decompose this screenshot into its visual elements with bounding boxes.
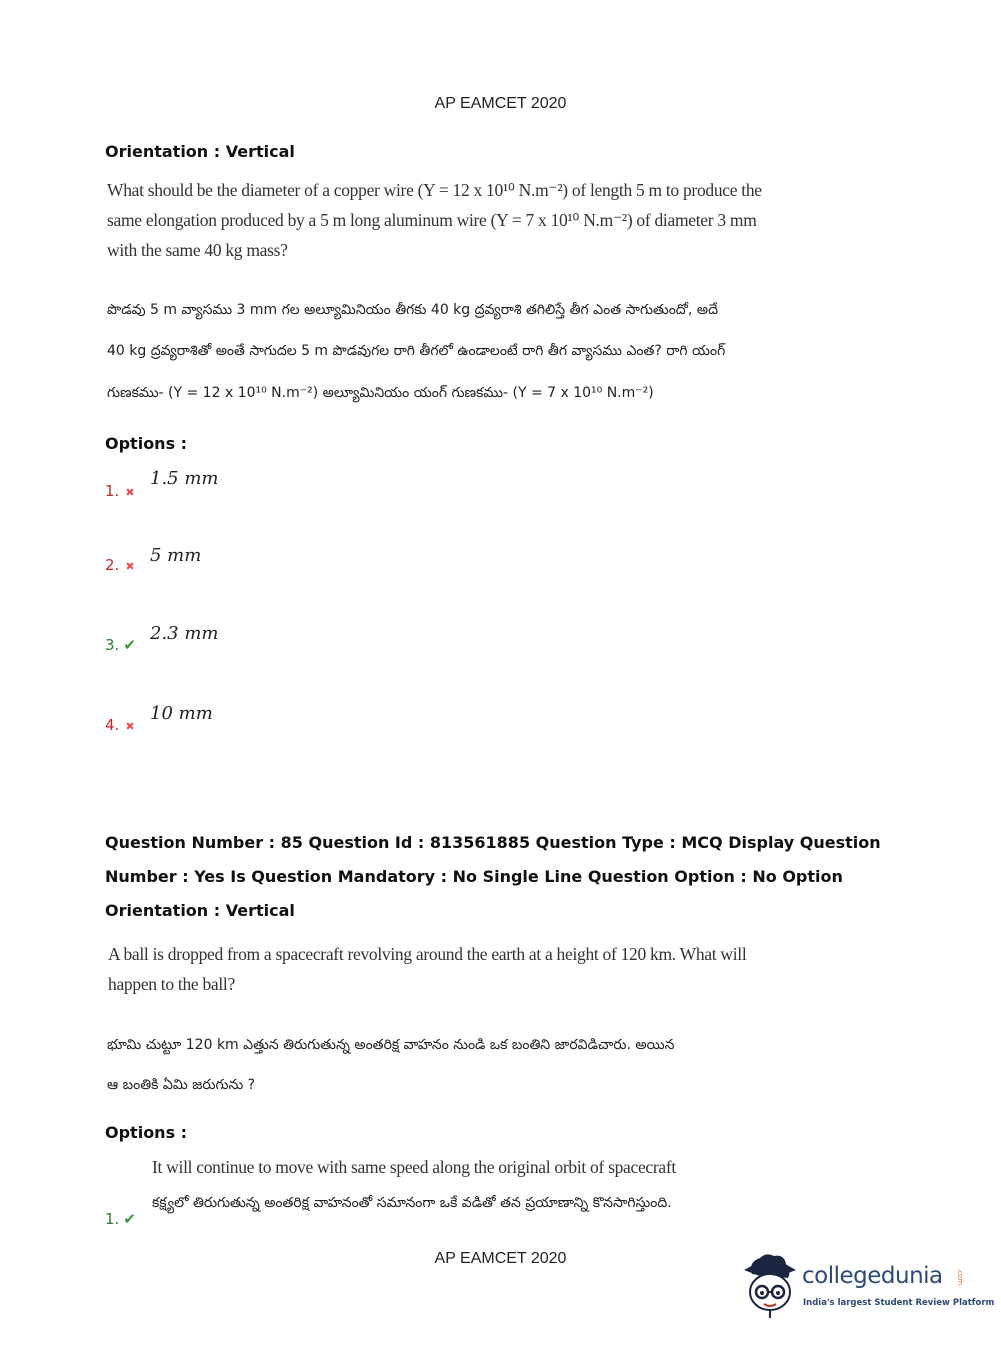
question-english-line-1: What should be the diameter of a copper wire (Y = 12 x 10¹⁰ N.m⁻²) of length 5 m to produce the	[107, 180, 762, 200]
option-2-number: 2. ✖	[105, 556, 135, 574]
option-2-value: 5 mm	[150, 545, 202, 566]
wrong-icon: ✖	[125, 486, 135, 499]
question-meta-line-2: Number : Yes Is Question Mandatory : No Single Line Question Option : No Option	[105, 867, 843, 886]
orientation-label: Orientation : Vertical	[105, 901, 295, 920]
option-4-value: 10 mm	[150, 703, 213, 724]
option-1-number: 1. ✔	[105, 1210, 136, 1228]
option-1-number: 1. ✖	[105, 482, 135, 500]
wrong-icon: ✖	[125, 720, 135, 733]
option-1-telugu: కక్ష్యలో తిరుగుతున్న అంతరిక్ష వాహనంతో సమానంగా ఒకే వడితో తన ప్రయాణాన్ని కొనసాగిస్తుంది.	[152, 1195, 672, 1211]
question-telugu-line-1: భూమి చుట్టూ 120 km ఎత్తున తిరుగుతున్న అంతరిక్ష వాహనం నుండి ఒక బంతిని జారవిడిచారు. అయిన	[107, 1037, 675, 1053]
option-3-number: 3. ✔	[105, 636, 136, 654]
page-footer: AP EAMCET 2020	[434, 1250, 567, 1267]
logo-tagline: India's largest Student Review Platform	[803, 1298, 995, 1308]
collegedunia-logo	[740, 1248, 995, 1323]
question-telugu-line-2: 40 kg ద్రవ్యరాశితో అంతే సాగుదల 5 m పొడవుగల రాగి తీగలో ఉండాలంటే రాగి తీగ వ్యాసము ఎంత? రాగి యంగ్	[107, 343, 726, 359]
question-english-line-1: A ball is dropped from a spacecraft revolving around the earth at a height of 120 km. What will	[108, 944, 747, 964]
mascot-icon	[740, 1248, 802, 1323]
question-telugu-line-1: పొడవు 5 m వ్యాసము 3 mm గల అల్యూమినియం తీగకు 40 kg ద్రవ్యరాశి తగిలిస్తే తీగ ఎంత సాగుతుందో, అదే	[107, 302, 718, 318]
correct-icon: ✔	[123, 1210, 136, 1228]
wrong-icon: ✖	[125, 560, 135, 573]
question-english-line-2: same elongation produced by a 5 m long aluminum wire (Y = 7 x 10¹⁰ N.m⁻²) of diameter 3 mm	[107, 210, 757, 230]
options-label: Options :	[105, 434, 188, 453]
orientation-label: Orientation : Vertical	[105, 142, 295, 161]
options-label: Options :	[105, 1123, 188, 1142]
question-telugu-line-3: గుణకము- (Y = 12 x 10¹⁰ N.m⁻²) అల్యూమినియం యంగ్ గుణకము- (Y = 7 x 10¹⁰ N.m⁻²)	[107, 385, 654, 401]
correct-icon: ✔	[123, 636, 136, 654]
option-4-number: 4. ✖	[105, 716, 135, 734]
logo-dotcom: .com	[956, 1268, 964, 1286]
question-english-line-3: with the same 40 kg mass?	[107, 240, 288, 260]
page-header: AP EAMCET 2020	[434, 95, 567, 112]
question-telugu-line-2: ఆ బంతికి ఏమి జరుగును ?	[107, 1077, 256, 1093]
option-1-english: It will continue to move with same speed along the original orbit of spacecraft	[152, 1157, 676, 1177]
question-meta-line-1: Question Number : 85 Question Id : 813561885 Question Type : MCQ Display Question	[105, 833, 881, 852]
option-1-value: 1.5 mm	[150, 468, 219, 489]
question-english-line-2: happen to the ball?	[108, 974, 235, 994]
option-3-value: 2.3 mm	[150, 623, 219, 644]
logo-wordmark: collegedunia	[802, 1263, 943, 1289]
